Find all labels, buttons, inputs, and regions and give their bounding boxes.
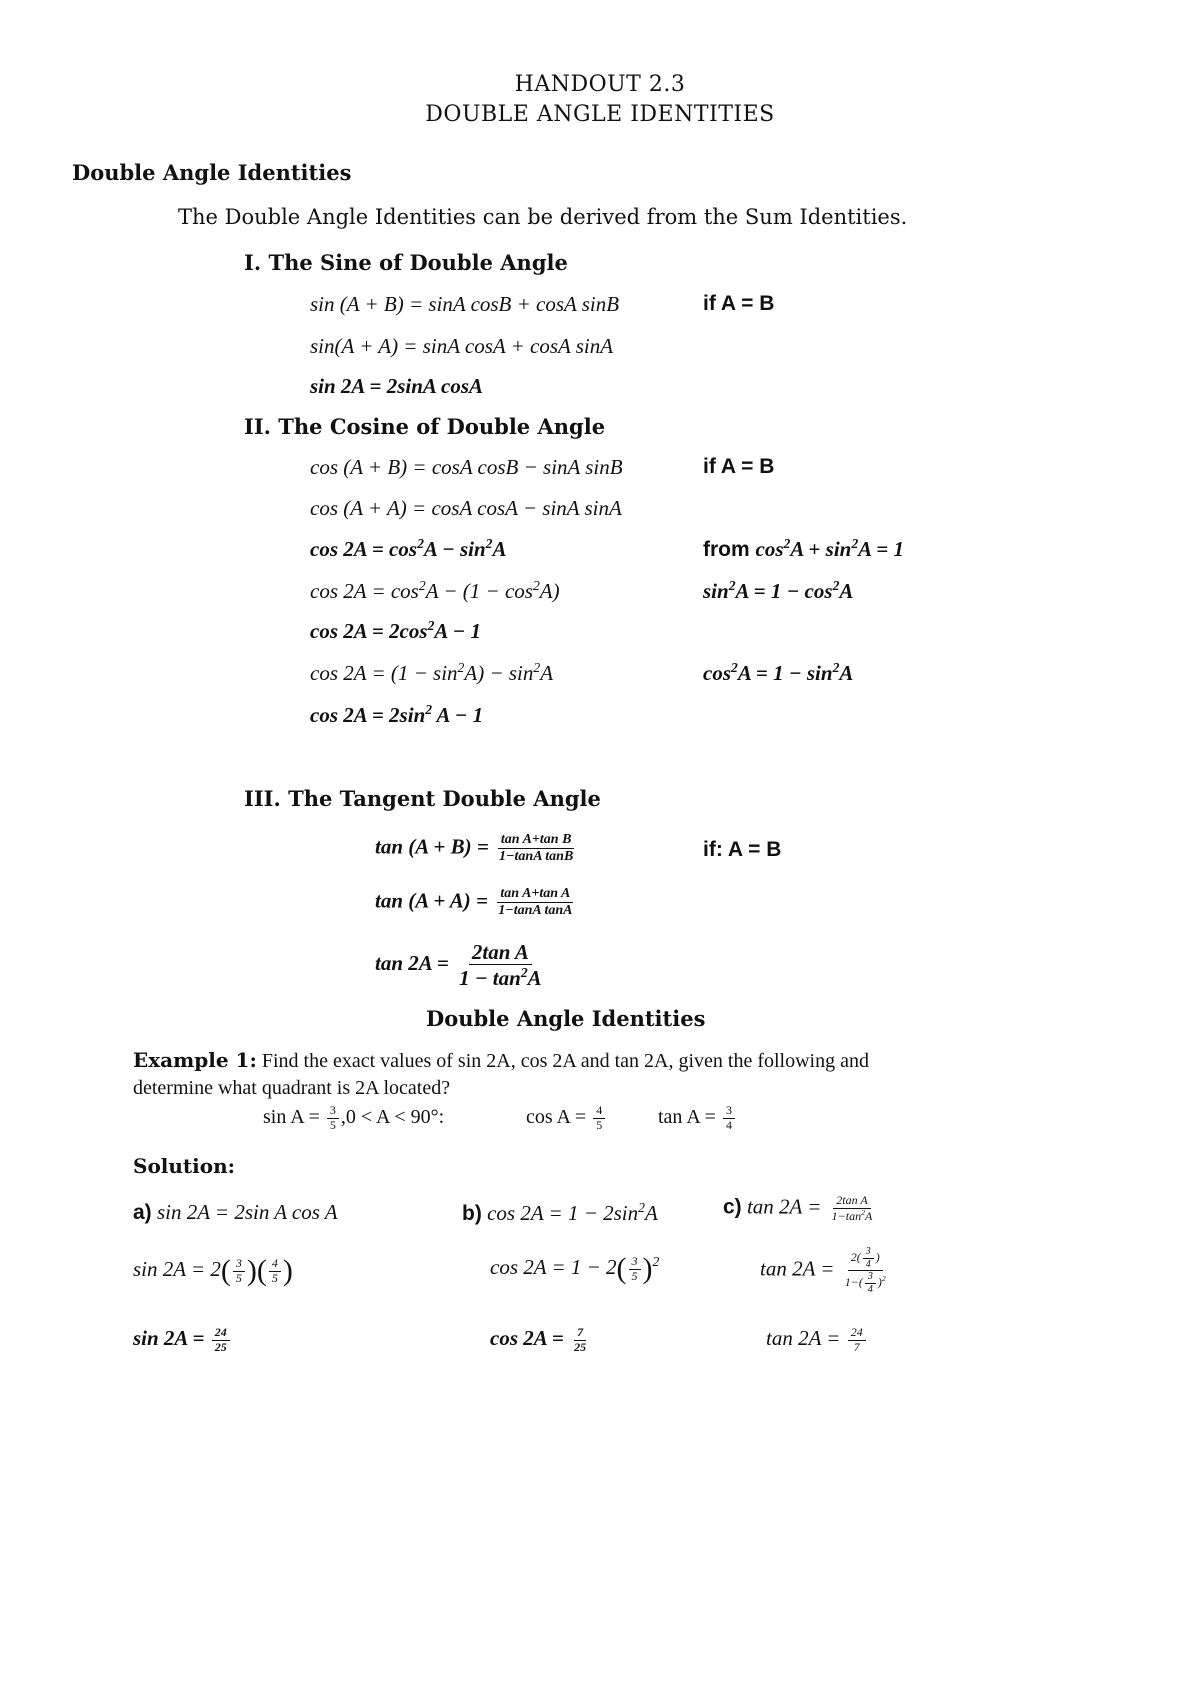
cosine-eq-4: $\cos 2A = \cos^2A - (1 - \cos^2A)$ bbox=[310, 578, 560, 603]
cosine-eq-1: cos (A + B) = cosA cosB − sinA sinB bbox=[310, 455, 623, 479]
solution-b-1: b) $\cos 2A = 1 - 2\sin^2A$ bbox=[462, 1200, 658, 1225]
solution-b-3: cos 2A = $\frac{7}{25}$ bbox=[490, 1325, 587, 1354]
handout-number: HANDOUT 2.3 bbox=[514, 72, 686, 97]
given-sin: sin A = $\frac{3}{5}$ ,0 < A < 90°: bbox=[263, 1103, 445, 1132]
cosine-eq-2: cos (A + A) = cosA cosA − sinA sinA bbox=[310, 496, 622, 520]
sine-eq-3: sin 2A = 2sinA cosA bbox=[310, 374, 484, 398]
sine-section-title: I. The Sine of Double Angle bbox=[244, 250, 568, 275]
cosine-note-3: from $\cos^2A + \sin^2A = 1$ bbox=[703, 536, 904, 561]
tangent-eq-1: tan (A + B) = $\frac{\text{tan A+tan B}}{\text{1−tanA tanB}}$ bbox=[375, 832, 574, 865]
given-cos: cos A = $\frac{4}{5}$ bbox=[526, 1104, 607, 1133]
cosine-eq-7: $\cos 2A = 2\sin^2$ A − 1 bbox=[310, 702, 484, 727]
solution-a-2: sin 2A = 2( $\frac{3}{5}$ )( $\frac{4}{5}$ ) bbox=[133, 1254, 293, 1287]
example-label: Example 1: bbox=[133, 1048, 257, 1072]
cosine-note-4: $\sin^2A = 1 - \cos^2A$ bbox=[703, 578, 854, 603]
tangent-note-1: if: A = B bbox=[703, 838, 782, 861]
cosine-eq-3: $\cos 2A = \cos^2A - \sin^2A$ bbox=[310, 536, 507, 561]
tangent-eq-2: tan (A + A) = $\frac{\text{tan A+tan A}}{\text{1−tanA tanA}}$ bbox=[375, 886, 573, 919]
cosine-eq-6: $\cos 2A = (1 - \sin^2A) - \sin^2A$ bbox=[310, 660, 554, 685]
cosine-eq-5: $\cos 2A = 2\cos^2A - 1$ bbox=[310, 618, 481, 643]
example-text-line-2: determine what quadrant is 2A located? bbox=[133, 1077, 451, 1099]
handout-title: DOUBLE ANGLE IDENTITIES bbox=[425, 102, 775, 127]
cosine-note-6: $\cos^2A = 1 - \sin^2A$ bbox=[703, 660, 854, 685]
solution-label: Solution: bbox=[133, 1154, 236, 1178]
identities-caption: Double Angle Identities bbox=[426, 1006, 706, 1031]
sine-eq-1: sin (A + B) = sinA cosB + cosA sinB bbox=[310, 292, 620, 316]
solution-a-1: a) sin 2A = 2sin A cos A bbox=[133, 1200, 338, 1224]
cosine-section-title: II. The Cosine of Double Angle bbox=[244, 414, 606, 439]
solution-c-3: tan 2A = $\frac{24}{7}$ bbox=[766, 1326, 868, 1355]
solution-a-3: sin 2A = $\frac{24}{25}$ bbox=[133, 1326, 232, 1355]
solution-b-2: cos 2A = 1 − 2( $\frac{3}{5}$ )$^2$ bbox=[490, 1252, 660, 1285]
given-tan: tan A = $\frac{3}{4}$ bbox=[658, 1104, 737, 1133]
solution-c-2: tan 2A = 2( $\frac{3}{4}$ ) 1−( $\frac{3}{4}$ )$^2$ bbox=[760, 1246, 886, 1295]
cosine-note-1: if A = B bbox=[703, 455, 775, 478]
section-heading: Double Angle Identities bbox=[72, 160, 352, 185]
solution-c-1: c) tan 2A = $\frac{\text{2tan A}}{1-\tan^2A}$ bbox=[723, 1193, 873, 1223]
example-text-line-1: Example 1: Find the exact values of sin 2A, cos 2A and tan 2A, given the following and bbox=[133, 1048, 869, 1072]
tangent-section-title: III. The Tangent Double Angle bbox=[244, 786, 601, 811]
tangent-eq-3: tan 2A = $\frac{\text{2tan A}}{1 - \tan^2A}$ bbox=[375, 940, 542, 991]
intro-text: The Double Angle Identities can be derived from the Sum Identities. bbox=[178, 205, 908, 229]
sine-note-1: if A = B bbox=[703, 292, 775, 315]
sine-eq-2: sin(A + A) = sinA cosA + cosA sinA bbox=[310, 334, 614, 358]
